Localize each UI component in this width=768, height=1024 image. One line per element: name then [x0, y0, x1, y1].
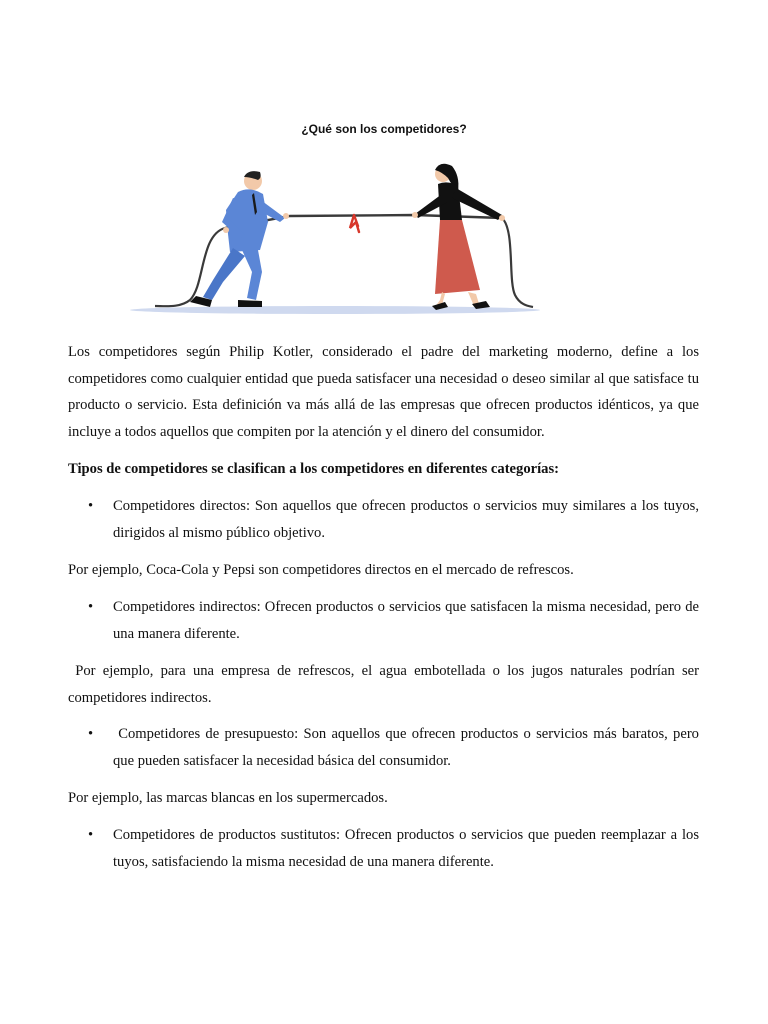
tug-of-war-illustration — [130, 160, 545, 320]
ribbon — [350, 215, 359, 232]
bullet-icon: • — [88, 827, 94, 843]
list-item-text: Competidores de productos sustitutos: Ofrecen productos o servicios que pueden reemplazar a los tuyos, satisfaciendo la misma necesidad de una manera diferente. — [113, 827, 699, 870]
rope-right-end — [502, 218, 533, 307]
list-item — [68, 721, 703, 774]
list-item-text: Competidores directos: Son aquellos que ofrecen productos o servicios muy similares a los tuyos, dirigidos al mismo público objetivo. — [113, 498, 699, 541]
bullet-icon: • — [88, 599, 94, 615]
intro-paragraph: Los competidores según Philip Kotler, considerado el padre del marketing moderno, define a los competidores como cualquier entidad que pueda satisfacer una necesidad o deseo similar al que satisface tu producto o servicio. Esta definición va más allá de las empresas que ofrecen productos idénticos, ya que incluye a todos aquellos que compiten por la atención y el dinero del consumidor. — [68, 344, 699, 440]
list-item — [68, 493, 699, 546]
section-heading: Tipos de competidores se clasifican a los competidores en diferentes categorías: — [68, 461, 559, 477]
list-item — [68, 594, 699, 647]
list-item-text: Competidores indirectos: Ofrecen productos o servicios que satisfacen la misma necesidad, pero de una manera diferente. — [113, 599, 699, 642]
document-title: ¿Qué son los competidores? — [301, 122, 467, 136]
woman-figure — [412, 164, 505, 310]
list-item — [68, 822, 699, 875]
tug-of-war-svg — [130, 160, 545, 320]
bullet-icon: • — [88, 726, 94, 742]
example-paragraph: Por ejemplo, las marcas blancas en los supermercados. — [68, 790, 388, 806]
bullet-icon: • — [88, 498, 94, 514]
example-paragraph: Por ejemplo, Coca-Cola y Pepsi son competidores directos en el mercado de refrescos. — [68, 562, 574, 578]
man-figure — [190, 171, 289, 307]
example-paragraph: Por ejemplo, para una empresa de refrescos, el agua embotellada o los jugos naturales podrían ser competidores indirectos. — [68, 663, 703, 706]
list-item-text: Competidores de presupuesto: Son aquellos que ofrecen productos o servicios más baratos, pero que pueden satisfacer la necesidad básica del consumidor. — [113, 726, 703, 769]
